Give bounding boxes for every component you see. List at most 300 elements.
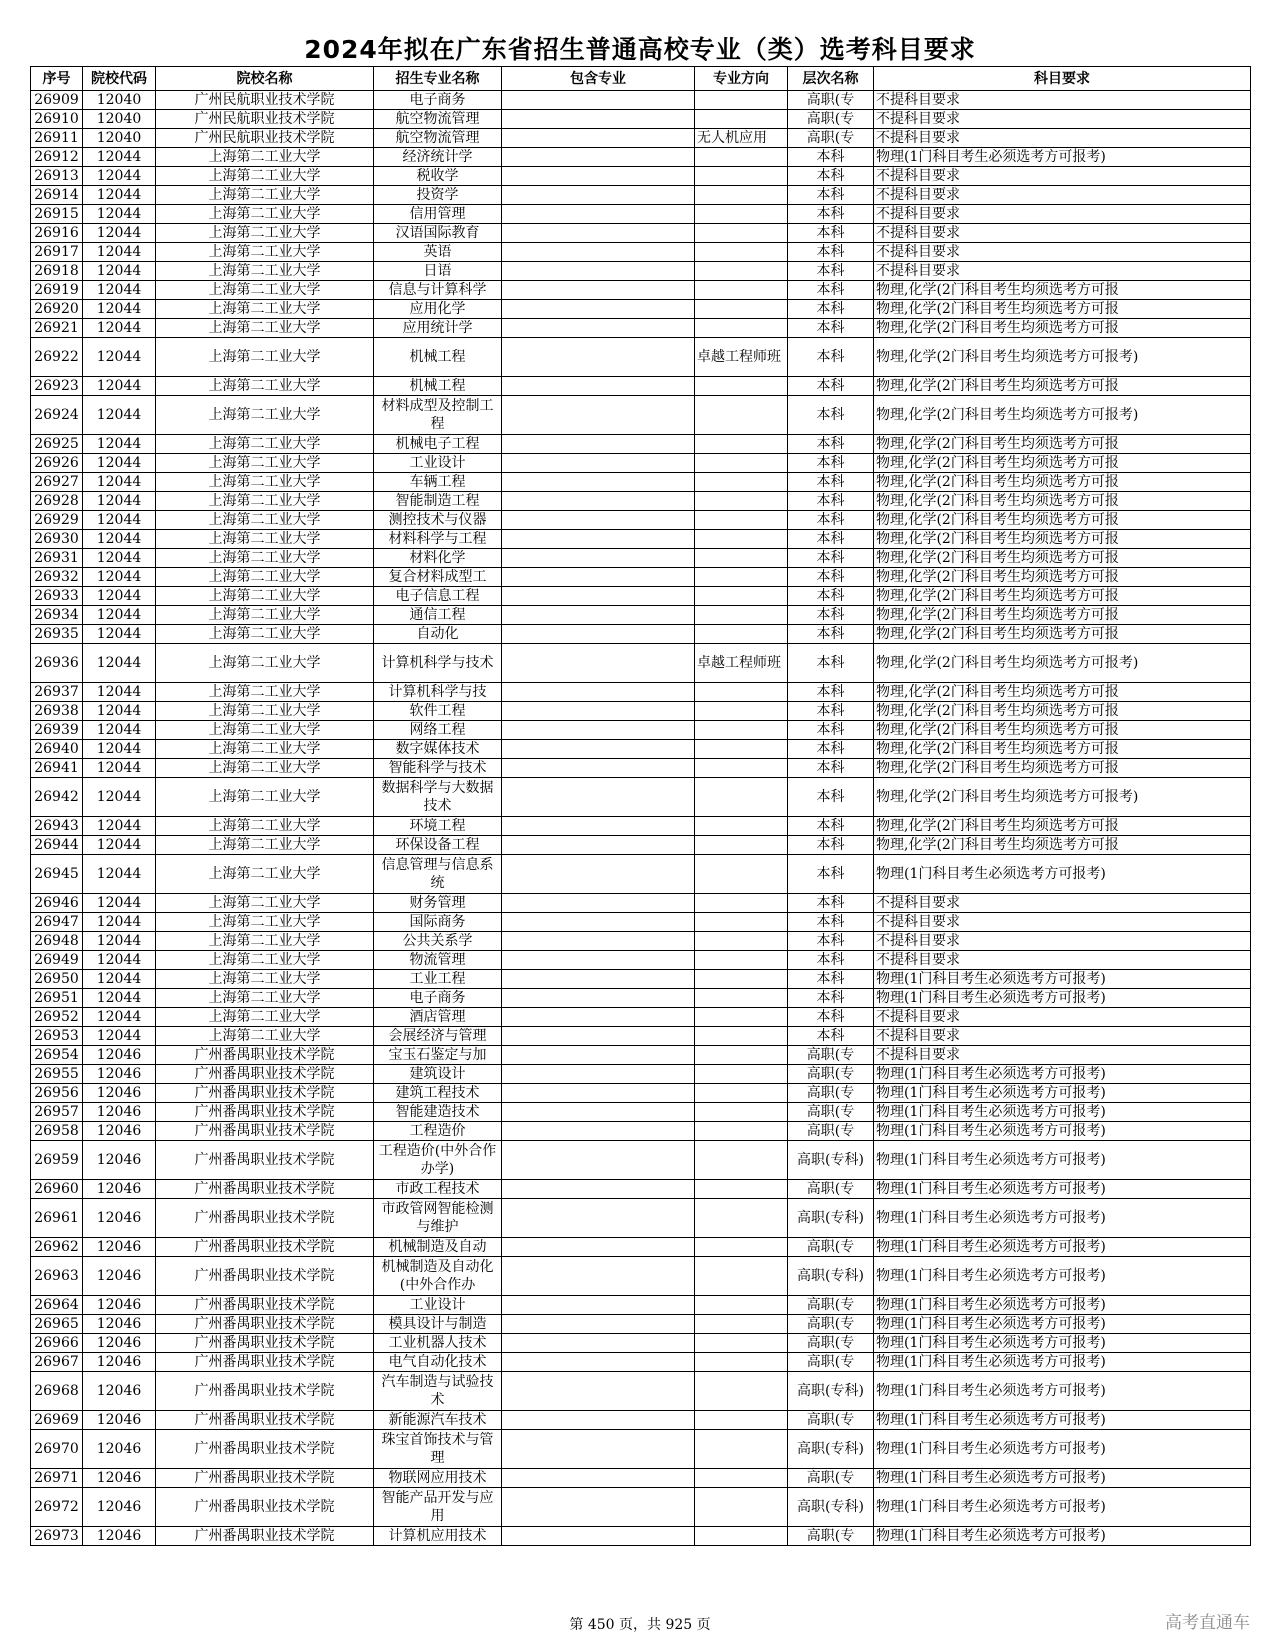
subject-req-cell: 物理,化学(2门科目考生均须选考方可报考): [874, 338, 1251, 377]
major-name-cell: 机械工程: [374, 377, 502, 396]
school-name-cell: 上海第二工业大学: [156, 377, 374, 396]
school-code-cell: 12046: [83, 1141, 156, 1180]
level-cell: 高职(专: [788, 1527, 874, 1546]
seq-cell: 26921: [31, 319, 83, 338]
school-name-cell: 上海第二工业大学: [156, 587, 374, 606]
direction-cell: [695, 300, 788, 319]
major-name-cell: 数字媒体技术: [374, 740, 502, 759]
subject-req-cell: 物理(1门科目考生必须选考方可报考): [874, 1488, 1251, 1527]
seq-cell: 26968: [31, 1372, 83, 1411]
seq-cell: 26969: [31, 1411, 83, 1430]
major-name-cell: 工程造价(中外合作办学): [374, 1141, 502, 1180]
table-row: [31, 454, 1251, 473]
table-body: [31, 91, 1251, 1546]
seq-cell: 26935: [31, 625, 83, 644]
seq-cell: 26946: [31, 894, 83, 913]
major-name-cell: 公共关系学: [374, 932, 502, 951]
seq-cell: 26919: [31, 281, 83, 300]
direction-cell: [695, 970, 788, 989]
major-name-cell: 网络工程: [374, 721, 502, 740]
included-major-cell: [502, 1372, 695, 1411]
subject-req-cell: 物理(1门科目考生必须选考方可报考): [874, 1315, 1251, 1334]
table-row: [31, 913, 1251, 932]
major-name-cell: 机械制造及自动: [374, 1238, 502, 1257]
seq-cell: 26912: [31, 148, 83, 167]
major-name-cell: 电子商务: [374, 989, 502, 1008]
page-footer: 第 450 页，共 925 页: [569, 1617, 711, 1633]
school-code-cell: 12046: [83, 1527, 156, 1546]
school-code-cell: 12044: [83, 492, 156, 511]
subject-req-cell: 物理,化学(2门科目考生均须选考方可报: [874, 817, 1251, 836]
seq-cell: 26918: [31, 262, 83, 281]
level-cell: 本科: [788, 836, 874, 855]
school-code-cell: 12044: [83, 894, 156, 913]
school-code-cell: 12046: [83, 1353, 156, 1372]
direction-cell: 卓越工程师班: [695, 338, 788, 377]
major-name-cell: 应用统计学: [374, 319, 502, 338]
seq-cell: 26930: [31, 530, 83, 549]
school-name-cell: 广州民航职业技术学院: [156, 110, 374, 129]
seq-cell: 26944: [31, 836, 83, 855]
direction-cell: [695, 454, 788, 473]
school-code-cell: 12044: [83, 1008, 156, 1027]
major-name-cell: 工程造价: [374, 1122, 502, 1141]
level-cell: 本科: [788, 932, 874, 951]
level-cell: 高职(专: [788, 1334, 874, 1353]
level-cell: 本科: [788, 473, 874, 492]
table-row: [31, 205, 1251, 224]
school-code-cell: 12040: [83, 129, 156, 148]
included-major-cell: [502, 1008, 695, 1027]
level-cell: 高职(专科): [788, 1430, 874, 1469]
major-name-cell: 酒店管理: [374, 1008, 502, 1027]
included-major-cell: [502, 759, 695, 778]
school-code-cell: 12044: [83, 167, 156, 186]
school-code-cell: 12044: [83, 511, 156, 530]
major-name-cell: 英语: [374, 243, 502, 262]
seq-cell: 26914: [31, 186, 83, 205]
school-name-cell: 上海第二工业大学: [156, 224, 374, 243]
level-cell: 本科: [788, 396, 874, 435]
major-name-cell: 日语: [374, 262, 502, 281]
seq-cell: 26965: [31, 1315, 83, 1334]
table-row: [31, 1315, 1251, 1334]
subject-req-cell: 物理,化学(2门科目考生均须选考方可报: [874, 587, 1251, 606]
included-major-cell: [502, 319, 695, 338]
major-name-cell: 工业设计: [374, 454, 502, 473]
included-major-cell: [502, 1488, 695, 1527]
school-code-cell: 12044: [83, 606, 156, 625]
school-name-cell: 广州番禺职业技术学院: [156, 1046, 374, 1065]
seq-cell: 26973: [31, 1527, 83, 1546]
included-major-cell: [502, 167, 695, 186]
table-row: [31, 1527, 1251, 1546]
level-cell: 本科: [788, 606, 874, 625]
school-code-cell: 12044: [83, 759, 156, 778]
direction-cell: [695, 625, 788, 644]
table-row: [31, 1103, 1251, 1122]
seq-cell: 26911: [31, 129, 83, 148]
school-name-cell: 上海第二工业大学: [156, 396, 374, 435]
level-cell: 本科: [788, 740, 874, 759]
table-row: [31, 740, 1251, 759]
subject-req-cell: 物理(1门科目考生必须选考方可报考): [874, 1257, 1251, 1296]
table-row: [31, 970, 1251, 989]
table-row: [31, 1084, 1251, 1103]
level-cell: 本科: [788, 205, 874, 224]
direction-cell: [695, 396, 788, 435]
direction-cell: [695, 205, 788, 224]
school-name-cell: 上海第二工业大学: [156, 262, 374, 281]
school-name-cell: 上海第二工业大学: [156, 932, 374, 951]
major-name-cell: 航空物流管理: [374, 129, 502, 148]
included-major-cell: [502, 1334, 695, 1353]
school-name-cell: 广州番禺职业技术学院: [156, 1084, 374, 1103]
major-name-cell: 工业机器人技术: [374, 1334, 502, 1353]
subject-req-cell: 物理,化学(2门科目考生均须选考方可报: [874, 836, 1251, 855]
table-row: [31, 281, 1251, 300]
included-major-cell: [502, 606, 695, 625]
table-row: [31, 300, 1251, 319]
school-name-cell: 上海第二工业大学: [156, 148, 374, 167]
major-name-cell: 物联网应用技术: [374, 1469, 502, 1488]
direction-cell: [695, 932, 788, 951]
subject-req-cell: 物理(1门科目考生必须选考方可报考): [874, 148, 1251, 167]
level-cell: 高职(专科): [788, 1257, 874, 1296]
subject-req-cell: 物理(1门科目考生必须选考方可报考): [874, 1527, 1251, 1546]
seq-cell: 26957: [31, 1103, 83, 1122]
school-code-cell: 12044: [83, 1027, 156, 1046]
school-code-cell: 12044: [83, 549, 156, 568]
included-major-cell: [502, 1296, 695, 1315]
level-cell: 高职(专: [788, 1084, 874, 1103]
subject-req-cell: 不提科目要求: [874, 262, 1251, 281]
school-name-cell: 广州民航职业技术学院: [156, 91, 374, 110]
level-cell: 高职(专: [788, 1180, 874, 1199]
included-major-cell: [502, 129, 695, 148]
included-major-cell: [502, 1141, 695, 1180]
direction-cell: [695, 530, 788, 549]
table-row: [31, 1141, 1251, 1180]
level-cell: 高职(专: [788, 1469, 874, 1488]
direction-cell: [695, 167, 788, 186]
seq-cell: 26948: [31, 932, 83, 951]
school-name-cell: 上海第二工业大学: [156, 759, 374, 778]
included-major-cell: [502, 492, 695, 511]
seq-cell: 26954: [31, 1046, 83, 1065]
direction-cell: [695, 1046, 788, 1065]
direction-cell: [695, 587, 788, 606]
school-name-cell: 广州番禺职业技术学院: [156, 1469, 374, 1488]
level-cell: 高职(专: [788, 1046, 874, 1065]
direction-cell: [695, 568, 788, 587]
subject-req-cell: 物理,化学(2门科目考生均须选考方可报: [874, 454, 1251, 473]
major-name-cell: 软件工程: [374, 702, 502, 721]
subject-req-cell: 物理(1门科目考生必须选考方可报考): [874, 1430, 1251, 1469]
included-major-cell: [502, 817, 695, 836]
direction-cell: [695, 1122, 788, 1141]
school-code-cell: 12044: [83, 205, 156, 224]
level-cell: 本科: [788, 262, 874, 281]
seq-cell: 26964: [31, 1296, 83, 1315]
direction-cell: [695, 148, 788, 167]
subject-req-cell: 物理,化学(2门科目考生均须选考方可报: [874, 568, 1251, 587]
table-row: [31, 224, 1251, 243]
table-row: [31, 186, 1251, 205]
seq-cell: 26927: [31, 473, 83, 492]
level-cell: 本科: [788, 778, 874, 817]
seq-cell: 26943: [31, 817, 83, 836]
school-name-cell: 广州番禺职业技术学院: [156, 1527, 374, 1546]
direction-cell: [695, 1353, 788, 1372]
major-name-cell: 信息管理与信息系统: [374, 855, 502, 894]
level-cell: 本科: [788, 759, 874, 778]
school-code-cell: 12046: [83, 1257, 156, 1296]
direction-cell: [695, 511, 788, 530]
included-major-cell: [502, 951, 695, 970]
table-row: [31, 1122, 1251, 1141]
subject-req-cell: 不提科目要求: [874, 205, 1251, 224]
school-name-cell: 广州番禺职业技术学院: [156, 1334, 374, 1353]
table-row: [31, 1199, 1251, 1238]
subject-req-cell: 物理,化学(2门科目考生均须选考方可报: [874, 300, 1251, 319]
major-name-cell: 新能源汽车技术: [374, 1411, 502, 1430]
subject-req-cell: 不提科目要求: [874, 951, 1251, 970]
included-major-cell: [502, 473, 695, 492]
direction-cell: [695, 702, 788, 721]
direction-cell: [695, 91, 788, 110]
table-row: [31, 855, 1251, 894]
seq-cell: 26967: [31, 1353, 83, 1372]
included-major-cell: [502, 836, 695, 855]
subject-req-cell: 物理(1门科目考生必须选考方可报考): [874, 989, 1251, 1008]
school-name-cell: 广州番禺职业技术学院: [156, 1296, 374, 1315]
major-name-cell: 汽车制造与试验技术: [374, 1372, 502, 1411]
table-row: [31, 759, 1251, 778]
school-name-cell: 广州番禺职业技术学院: [156, 1488, 374, 1527]
included-major-cell: [502, 970, 695, 989]
school-code-cell: 12044: [83, 836, 156, 855]
direction-cell: [695, 740, 788, 759]
school-name-cell: 上海第二工业大学: [156, 683, 374, 702]
included-major-cell: [502, 205, 695, 224]
direction-cell: [695, 435, 788, 454]
requirements-table: [30, 66, 1251, 1546]
school-name-cell: 上海第二工业大学: [156, 740, 374, 759]
table-row: [31, 644, 1251, 683]
subject-req-cell: 不提科目要求: [874, 243, 1251, 262]
table-row: [31, 1065, 1251, 1084]
school-code-cell: 12044: [83, 721, 156, 740]
level-cell: 本科: [788, 721, 874, 740]
level-cell: 高职(专: [788, 1353, 874, 1372]
subject-req-cell: 物理(1门科目考生必须选考方可报考): [874, 1084, 1251, 1103]
level-cell: 本科: [788, 224, 874, 243]
school-name-cell: 上海第二工业大学: [156, 205, 374, 224]
school-code-cell: 12046: [83, 1315, 156, 1334]
level-cell: 本科: [788, 817, 874, 836]
school-code-cell: 12044: [83, 186, 156, 205]
major-name-cell: 建筑设计: [374, 1065, 502, 1084]
school-name-cell: 广州番禺职业技术学院: [156, 1430, 374, 1469]
level-cell: 本科: [788, 281, 874, 300]
seq-cell: 26932: [31, 568, 83, 587]
school-name-cell: 上海第二工业大学: [156, 989, 374, 1008]
table-row: [31, 110, 1251, 129]
major-name-cell: 环保设备工程: [374, 836, 502, 855]
direction-cell: [695, 817, 788, 836]
included-major-cell: [502, 1103, 695, 1122]
table-row: [31, 1469, 1251, 1488]
school-name-cell: 上海第二工业大学: [156, 970, 374, 989]
subject-req-cell: 不提科目要求: [874, 1008, 1251, 1027]
included-major-cell: [502, 740, 695, 759]
major-name-cell: 经济统计学: [374, 148, 502, 167]
column-header: 包含专业: [502, 67, 695, 91]
direction-cell: [695, 1296, 788, 1315]
included-major-cell: [502, 1199, 695, 1238]
seq-cell: 26953: [31, 1027, 83, 1046]
subject-req-cell: 物理,化学(2门科目考生均须选考方可报考): [874, 396, 1251, 435]
school-code-cell: 12046: [83, 1411, 156, 1430]
school-name-cell: 上海第二工业大学: [156, 454, 374, 473]
school-name-cell: 广州民航职业技术学院: [156, 129, 374, 148]
table-row: [31, 606, 1251, 625]
school-code-cell: 12044: [83, 319, 156, 338]
included-major-cell: [502, 281, 695, 300]
subject-req-cell: 物理(1门科目考生必须选考方可报考): [874, 855, 1251, 894]
included-major-cell: [502, 644, 695, 683]
seq-cell: 26950: [31, 970, 83, 989]
major-name-cell: 材料成型及控制工程: [374, 396, 502, 435]
subject-req-cell: 物理(1门科目考生必须选考方可报考): [874, 1103, 1251, 1122]
direction-cell: [695, 1257, 788, 1296]
included-major-cell: [502, 224, 695, 243]
school-name-cell: 上海第二工业大学: [156, 951, 374, 970]
school-code-cell: 12046: [83, 1296, 156, 1315]
seq-cell: 26936: [31, 644, 83, 683]
included-major-cell: [502, 454, 695, 473]
level-cell: 本科: [788, 319, 874, 338]
direction-cell: [695, 186, 788, 205]
column-header: 院校名称: [156, 67, 374, 91]
major-name-cell: 财务管理: [374, 894, 502, 913]
subject-req-cell: 物理,化学(2门科目考生均须选考方可报: [874, 492, 1251, 511]
included-major-cell: [502, 110, 695, 129]
direction-cell: [695, 1008, 788, 1027]
level-cell: 本科: [788, 492, 874, 511]
school-code-cell: 12044: [83, 530, 156, 549]
level-cell: 本科: [788, 894, 874, 913]
direction-cell: [695, 894, 788, 913]
included-major-cell: [502, 396, 695, 435]
level-cell: 本科: [788, 855, 874, 894]
major-name-cell: 计算机应用技术: [374, 1527, 502, 1546]
seq-cell: 26956: [31, 1084, 83, 1103]
level-cell: 高职(专: [788, 129, 874, 148]
included-major-cell: [502, 530, 695, 549]
seq-cell: 26951: [31, 989, 83, 1008]
school-code-cell: 12044: [83, 454, 156, 473]
major-name-cell: 环境工程: [374, 817, 502, 836]
school-name-cell: 广州番禺职业技术学院: [156, 1411, 374, 1430]
school-code-cell: 12044: [83, 224, 156, 243]
table-row: [31, 683, 1251, 702]
column-header: 科目要求: [874, 67, 1251, 91]
school-name-cell: 广州番禺职业技术学院: [156, 1180, 374, 1199]
included-major-cell: [502, 1180, 695, 1199]
included-major-cell: [502, 262, 695, 281]
seq-cell: 26940: [31, 740, 83, 759]
level-cell: 本科: [788, 300, 874, 319]
school-name-cell: 上海第二工业大学: [156, 492, 374, 511]
major-name-cell: 建筑工程技术: [374, 1084, 502, 1103]
column-header: 序号: [31, 67, 83, 91]
table-row: [31, 951, 1251, 970]
seq-cell: 26913: [31, 167, 83, 186]
school-code-cell: 12046: [83, 1430, 156, 1469]
seq-cell: 26929: [31, 511, 83, 530]
subject-req-cell: 物理,化学(2门科目考生均须选考方可报考): [874, 644, 1251, 683]
direction-cell: [695, 492, 788, 511]
level-cell: 本科: [788, 970, 874, 989]
table-row: [31, 549, 1251, 568]
school-name-cell: 上海第二工业大学: [156, 778, 374, 817]
school-code-cell: 12044: [83, 778, 156, 817]
table-row: [31, 377, 1251, 396]
direction-cell: [695, 778, 788, 817]
subject-req-cell: 物理,化学(2门科目考生均须选考方可报: [874, 281, 1251, 300]
level-cell: 本科: [788, 951, 874, 970]
table-row: [31, 91, 1251, 110]
table-row: [31, 319, 1251, 338]
seq-cell: 26934: [31, 606, 83, 625]
major-name-cell: 通信工程: [374, 606, 502, 625]
table-row: [31, 338, 1251, 377]
direction-cell: [695, 1334, 788, 1353]
subject-req-cell: 不提科目要求: [874, 1027, 1251, 1046]
table-row: [31, 148, 1251, 167]
table-row: [31, 1008, 1251, 1027]
level-cell: 本科: [788, 683, 874, 702]
subject-req-cell: 物理,化学(2门科目考生均须选考方可报: [874, 721, 1251, 740]
subject-req-cell: 不提科目要求: [874, 186, 1251, 205]
level-cell: 本科: [788, 435, 874, 454]
school-code-cell: 12046: [83, 1334, 156, 1353]
subject-req-cell: 物理(1门科目考生必须选考方可报考): [874, 1122, 1251, 1141]
included-major-cell: [502, 683, 695, 702]
school-code-cell: 12044: [83, 262, 156, 281]
direction-cell: [695, 951, 788, 970]
included-major-cell: [502, 243, 695, 262]
school-name-cell: 广州番禺职业技术学院: [156, 1199, 374, 1238]
table-row: [31, 778, 1251, 817]
school-code-cell: 12044: [83, 740, 156, 759]
school-code-cell: 12044: [83, 435, 156, 454]
subject-req-cell: 物理(1门科目考生必须选考方可报考): [874, 1065, 1251, 1084]
direction-cell: [695, 281, 788, 300]
school-code-cell: 12044: [83, 932, 156, 951]
school-code-cell: 12044: [83, 568, 156, 587]
direction-cell: [695, 1238, 788, 1257]
major-name-cell: 航空物流管理: [374, 110, 502, 129]
subject-req-cell: 物理(1门科目考生必须选考方可报考): [874, 1238, 1251, 1257]
included-major-cell: [502, 989, 695, 1008]
school-code-cell: 12046: [83, 1122, 156, 1141]
school-name-cell: 上海第二工业大学: [156, 511, 374, 530]
level-cell: 高职(专科): [788, 1199, 874, 1238]
included-major-cell: [502, 1411, 695, 1430]
